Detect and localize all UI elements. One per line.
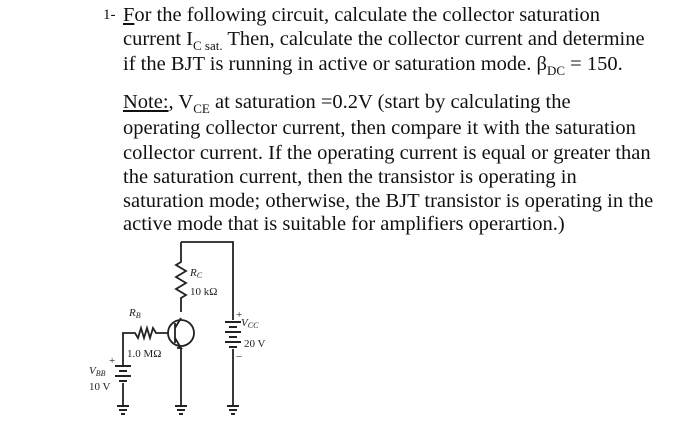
note-line-5: saturation mode; otherwise, the BJT transistor is operating in the bbox=[123, 190, 654, 212]
vbb-value: 10 V bbox=[89, 381, 111, 393]
note-line-4: the saturation current, then the transistor is operating in bbox=[123, 166, 577, 188]
bjt-transistor bbox=[168, 320, 194, 346]
vcc-battery bbox=[225, 322, 241, 347]
ground-icon bbox=[117, 406, 129, 414]
ground-icon bbox=[227, 406, 239, 414]
vcc-minus: − bbox=[236, 351, 243, 363]
rc-resistor bbox=[176, 242, 186, 312]
note-line-2: operating collector current, then compare it with the saturation bbox=[123, 117, 636, 139]
rb-label: RB bbox=[129, 307, 141, 320]
note-line-6: active mode that is suitable for amplifiers operartion.) bbox=[123, 213, 565, 235]
vce-subscript: CE bbox=[193, 101, 210, 116]
note-label: Note: bbox=[123, 91, 169, 113]
vbb-battery bbox=[115, 366, 131, 381]
ground-icon bbox=[175, 406, 187, 414]
vcc-label: VCC bbox=[241, 317, 259, 330]
rc-value: 10 kΩ bbox=[190, 286, 218, 298]
line3-b: = 150. bbox=[565, 53, 623, 75]
vcc-value: 20 V bbox=[244, 338, 266, 350]
vbb-plus: + bbox=[109, 355, 116, 367]
vcc-plus: + bbox=[236, 309, 243, 321]
note-b: at saturation =0.2V (start by calculating the bbox=[209, 91, 571, 113]
top-wire bbox=[181, 242, 233, 318]
vbb-label: VBB bbox=[89, 365, 106, 378]
note-line-3: collector current. If the operating current is equal or greater than bbox=[123, 142, 651, 164]
line2-b: Then, calculate the collector current and determine bbox=[222, 28, 645, 50]
line3-a: if the BJT is running in active or saturation mode. β bbox=[123, 53, 547, 75]
problem-number: 1- bbox=[103, 7, 116, 23]
rb-value: 1.0 MΩ bbox=[127, 348, 162, 360]
first-letter: F bbox=[123, 4, 135, 26]
ic-sat-subscript: C sat. bbox=[193, 38, 223, 53]
note-comma: , bbox=[168, 91, 174, 113]
rc-label: RC bbox=[190, 267, 203, 280]
line2-a: current I bbox=[123, 28, 193, 50]
note-a: V bbox=[173, 91, 194, 113]
line1-rest: or the following circuit, calculate the collector saturation bbox=[134, 4, 601, 26]
beta-dc-subscript: DC bbox=[546, 63, 566, 78]
